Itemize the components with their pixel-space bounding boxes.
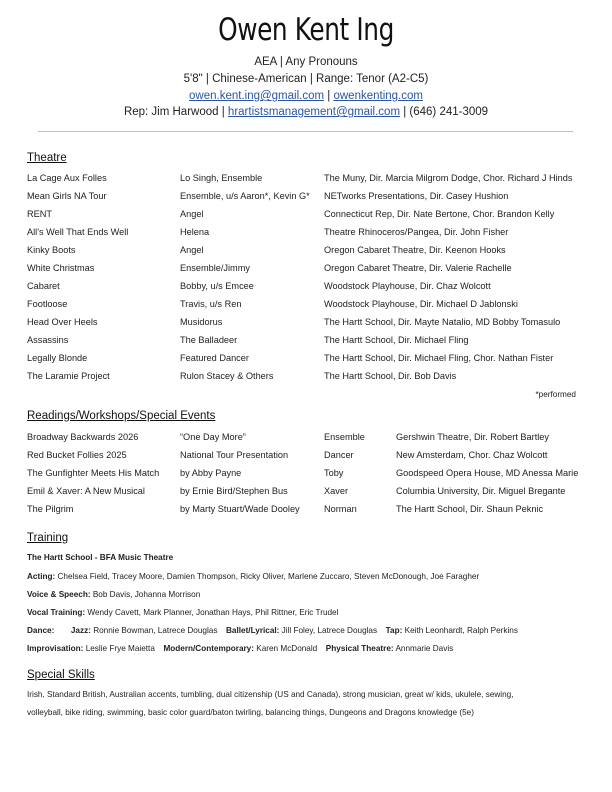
theatre-row-company: Woodstock Playhouse, Dir. Michael D Jablonski [324,299,518,309]
physical-details: 5'8" | Chinese-American | Range: Tenor (A2-C5) [183,73,429,85]
training-school: The Hartt School - BFA Music Theatre [27,553,174,562]
theatre-row-role: Bobby, u/s Emcee [180,281,254,291]
representation [0,106,612,118]
theatre-row-show: Assassins [27,335,69,345]
theatre-row-show: Cabaret [27,281,60,291]
section-title-training: Training [27,532,69,544]
training-vocal [27,608,338,617]
reading-row-detail: National Tour Presentation [180,450,289,460]
improv-teachers: Leslie Frye Maietta [85,644,155,653]
theatre-row-company: NETworks Presentations, Dir. Casey Hushion [324,191,509,201]
acting-teachers: Chelsea Field, Tracey Moore, Damien Thompson, Ricky Oliver, Marlene Zuccaro, Steven McDonough, Joe Faragher [57,572,480,581]
theatre-row-company: The Hartt School, Dir. Michael Fling, Chor. Nathan Fister [324,353,554,363]
theatre-row-company: Oregon Cabaret Theatre, Dir. Keenon Hooks [324,245,506,255]
theatre-row-show: All's Well That Ends Well [27,227,129,237]
tap-label: Tap: [385,626,403,635]
voice-label: Voice & Speech: [27,590,91,599]
theatre-row-show: Footloose [27,299,68,309]
tap-teachers: Keith Leonhardt, Ralph Perkins [404,626,518,635]
theatre-row-role: Angel [180,245,204,255]
reading-row-event: The Pilgrim [27,504,74,514]
training-dance [27,626,518,635]
theatre-row-role: Featured Dancer [180,353,249,363]
reading-row-venue: New Amsterdam, Chor. Chaz Wolcott [396,450,548,460]
separator: | [327,90,331,102]
reading-row-event: Red Bucket Follies 2025 [27,450,127,460]
website-link[interactable]: owenkenting.com [333,90,423,102]
theatre-row-role: Musidorus [180,317,223,327]
reading-row-event: Broadway Backwards 2026 [27,432,139,442]
union-pronouns: AEA | Any Pronouns [254,56,358,68]
reading-row-detail: by Abby Payne [180,468,242,478]
jazz-teachers: Ronnie Bowman, Latrece Douglas [93,626,218,635]
resume-name: Owen Kent Ing [218,12,394,48]
dance-label: Dance: [27,626,55,635]
reading-row-role: Ensemble [324,432,365,442]
theatre-row-role: Helena [180,227,210,237]
vocal-label: Vocal Training: [27,608,86,617]
voice-teachers: Bob Davis, Johanna Morrison [92,590,201,599]
reading-row-role: Toby [324,468,344,478]
rep-phone: | (646) 241-3009 [403,106,489,118]
email-link[interactable]: owen.kent.ing@gmail.com [189,90,325,102]
theatre-row-show: Legally Blonde [27,353,88,363]
theatre-row-company: The Hartt School, Dir. Bob Davis [324,371,457,381]
theatre-row-show: Head Over Heels [27,317,98,327]
theatre-row-company: The Hartt School, Dir. Mayte Natalio, MD Bobby Tomasulo [324,317,561,327]
theatre-row-role: Travis, u/s Ren [180,299,242,309]
theatre-row-show: White Christmas [27,263,95,273]
rep-email-link[interactable]: hrartistsmanagement@gmail.com [227,106,401,118]
theatre-row-show: Kinky Boots [27,245,76,255]
rep-name: Rep: Jim Harwood | [123,106,225,118]
physical-label: Physical Theatre: [325,644,394,653]
theatre-row-show: Mean Girls NA Tour [27,191,107,201]
theatre-row-company: Woodstock Playhouse, Dir. Chaz Wolcott [324,281,491,291]
contact-links [0,90,612,102]
modern-label: Modern/Contemporary: [163,644,254,653]
performed-note: *performed [535,390,576,399]
theatre-row-role: Ensemble/Jimmy [180,263,250,273]
theatre-row-show: RENT [27,209,53,219]
skills-line-1: Irish, Standard British, Australian accents, tumbling, dual citizenship (US and Canada), strong musician, great w/ kids, ukulele, sewing, [27,690,514,699]
reading-row-event: Emil & Xaver: A New Musical [27,486,145,496]
training-acting [27,572,479,581]
theatre-row-role: Lo Singh, Ensemble [180,173,263,183]
reading-row-venue: Goodspeed Opera House, MD Anessa Marie [396,468,579,478]
theatre-row-role: The Balladeer [180,335,238,345]
physical-teachers: Annmarie Davis [395,644,454,653]
theatre-row-show: The Laramie Project [27,371,110,381]
acting-label: Acting: [27,572,56,581]
modern-teachers: Karen McDonald [256,644,318,653]
section-title-readings: Readings/Workshops/Special Events [27,410,216,422]
jazz-label: Jazz: [70,626,91,635]
skills-line-2: volleyball, bike riding, swimming, basic color guard/baton twirling, balancing things, Dungeons and Dragons knowledge (5e) [27,708,474,717]
reading-row-event: The Gunfighter Meets His Match [27,468,160,478]
training-other [27,644,453,653]
section-title-theatre: Theatre [27,152,67,164]
section-title-skills: Special Skills [27,669,95,681]
theatre-row-company: Theatre Rhinoceros/Pangea, Dir. John Fisher [324,227,509,237]
reading-row-detail: “One Day More” [180,432,246,442]
reading-row-role: Dancer [324,450,354,460]
training-voice [27,590,200,599]
theatre-row-role: Rulon Stacey & Others [180,371,274,381]
reading-row-role: Norman [324,504,357,514]
ballet-teachers: Jill Foley, Latrece Douglas [281,626,378,635]
reading-row-detail: by Marty Stuart/Wade Dooley [180,504,300,514]
vocal-teachers: Wendy Cavett, Mark Planner, Jonathan Hays, Phil Rittner, Eric Trudel [87,608,339,617]
reading-row-venue: Columbia University, Dir. Miguel Bregante [396,486,566,496]
theatre-row-company: The Muny, Dir. Marcia Milgrom Dodge, Chor. Richard J Hinds [324,173,573,183]
theatre-row-company: Connecticut Rep, Dir. Nate Bertone, Chor. Brandon Kelly [324,209,555,219]
theatre-row-show: La Cage Aux Folles [27,173,107,183]
theatre-row-company: The Hartt School, Dir. Michael Fling [324,335,469,345]
reading-row-role: Xaver [324,486,349,496]
improv-label: Improvisation: [27,644,84,653]
reading-row-venue: Gershwin Theatre, Dir. Robert Bartley [396,432,550,442]
theatre-row-company: Oregon Cabaret Theatre, Dir. Valerie Rachelle [324,263,512,273]
ballet-label: Ballet/Lyrical: [226,626,280,635]
reading-row-venue: The Hartt School, Dir. Shaun Peknic [396,504,544,514]
theatre-row-role: Ensemble, u/s Aaron*, Kevin G* [180,191,310,201]
header-divider [38,131,573,132]
theatre-row-role: Angel [180,209,204,219]
reading-row-detail: by Ernie Bird/Stephen Bus [180,486,288,496]
